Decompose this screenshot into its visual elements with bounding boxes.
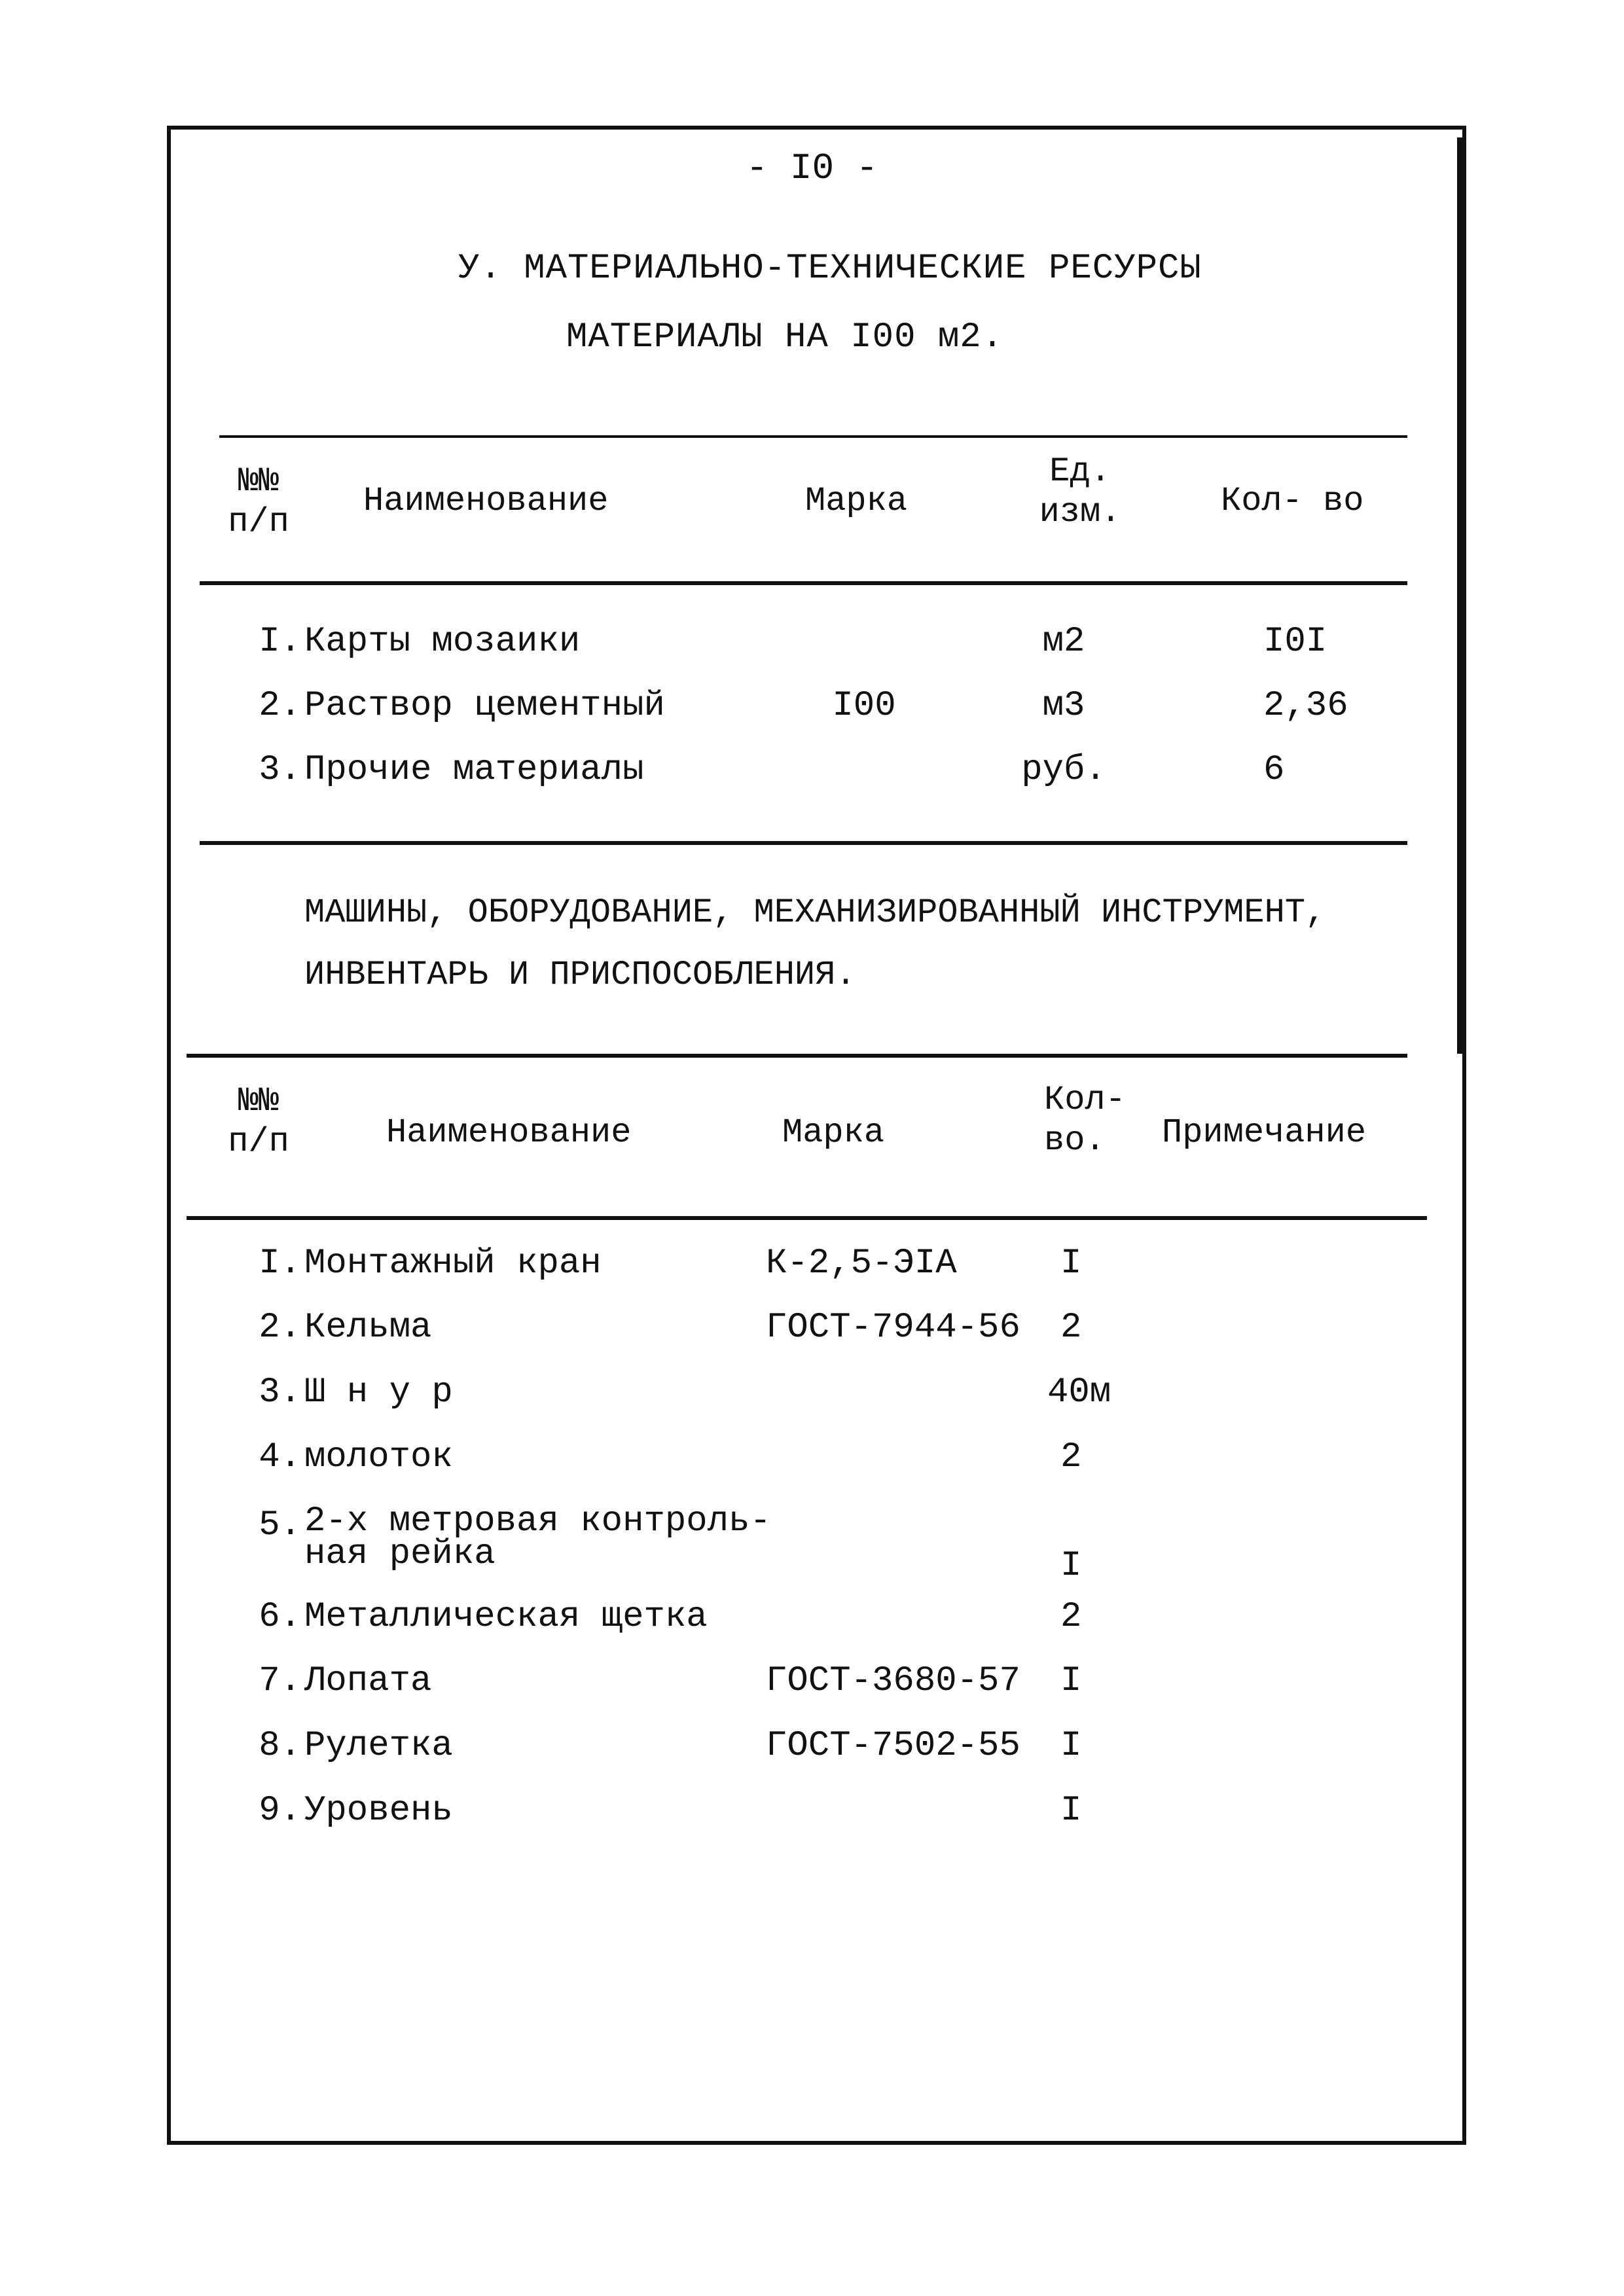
table-row-name: молоток — [304, 1437, 453, 1477]
machines-header-num-line2: п/п — [228, 1122, 289, 1161]
machines-heading-line1: МАШИНЫ, ОБОРУДОВАНИЕ, МЕХАНИЗИРОВАННЫЙ ИНСТРУМЕНТ, — [304, 893, 1326, 932]
table-row-qty: I0I — [1263, 622, 1327, 662]
table-row-name: Металлическая щетка — [304, 1597, 708, 1637]
materials-header-unit-line1: Ед. — [1049, 452, 1111, 491]
table-row-num: 2. — [259, 1308, 301, 1348]
table-row-mark: ГОСТ-7502-55 — [766, 1726, 1020, 1766]
table-row-qty: 40м — [1047, 1372, 1111, 1412]
table-row-mark: I00 — [832, 686, 896, 726]
table-row-name: Кельма — [304, 1308, 432, 1348]
materials-header-unit-line2: изм. — [1039, 493, 1121, 531]
table-row-num: I. — [259, 622, 301, 662]
materials-header-num-line1: №№ — [238, 462, 280, 501]
table-row-num: 5. — [259, 1505, 301, 1545]
table-row-name: Ш н у р — [304, 1372, 453, 1412]
table-row-qty: 2 — [1060, 1308, 1082, 1348]
frame-edge — [1457, 137, 1462, 1054]
table-row-num: 2. — [259, 686, 301, 726]
table-row-num: 8. — [259, 1726, 301, 1766]
materials-header-qty: Кол- во — [1221, 482, 1364, 520]
table-row-qty: 2,36 — [1263, 686, 1348, 726]
table-row-num: 6. — [259, 1597, 301, 1637]
machines-header-name: Наименование — [386, 1113, 632, 1152]
table-row-unit: м3 — [1042, 686, 1085, 726]
materials-header-num — [219, 461, 298, 543]
table-row-name: Рулетка — [304, 1726, 453, 1766]
materials-header-unit — [1021, 452, 1139, 533]
table-row-num: 3. — [259, 1372, 301, 1412]
materials-header-rule — [200, 581, 1407, 585]
table-row-name: Лопата — [304, 1661, 432, 1701]
machines-heading-line2: ИНВЕНТАРЬ И ПРИСПОСОБЛЕНИЯ. — [304, 956, 856, 994]
materials-bottom-rule — [200, 841, 1407, 845]
machines-header-qty-line1: Кол- — [1044, 1081, 1126, 1119]
table-row-mark: К-2,5-ЭIА — [766, 1244, 957, 1283]
table-row-name: Уровень — [304, 1791, 453, 1831]
table-row-name: Монтажный кран — [304, 1244, 602, 1283]
table-row-num: 3. — [259, 750, 301, 790]
table-row-name: Раствор цементный — [304, 686, 665, 726]
table-row-qty: I — [1060, 1546, 1082, 1586]
table-row-qty: 6 — [1263, 750, 1285, 790]
table-row-name: Прочие материалы — [304, 750, 644, 790]
table-row-num: 9. — [259, 1791, 301, 1831]
table-row-qty: 2 — [1060, 1437, 1082, 1477]
table-row-mark: ГОСТ-3680-57 — [766, 1661, 1020, 1701]
table-row-name-line2: ная рейка — [304, 1534, 496, 1574]
table-row-name-line1: 2-х метровая контроль- — [304, 1501, 771, 1541]
machines-header-rule — [187, 1216, 1427, 1220]
machines-header-num — [219, 1081, 298, 1162]
machines-header-mark: Марка — [782, 1113, 885, 1152]
table-row-num: 7. — [259, 1661, 301, 1701]
materials-header-name: Наименование — [363, 482, 609, 520]
table-row-name: Карты мозаики — [304, 622, 581, 662]
table-row-num: I. — [259, 1244, 301, 1283]
machines-header-num-line1: №№ — [238, 1082, 280, 1121]
machines-header-note: Примечание — [1162, 1113, 1367, 1152]
section-title: У. МАТЕРИАЛЬНО-ТЕХНИЧЕСКИЕ РЕСУРСЫ — [458, 249, 1202, 289]
materials-subtitle: МАТЕРИАЛЫ НА I00 м2. — [566, 317, 1004, 357]
machines-header-qty-line2: во. — [1044, 1121, 1106, 1160]
materials-top-rule — [219, 435, 1407, 438]
materials-header-mark: Марка — [805, 482, 908, 520]
table-row-qty: I — [1060, 1661, 1082, 1701]
table-row-unit: м2 — [1042, 622, 1085, 662]
table-row-mark: ГОСТ-7944-56 — [766, 1308, 1020, 1348]
table-row-qty: I — [1060, 1791, 1082, 1831]
materials-header-num-line2: п/п — [228, 503, 289, 541]
page-number: - I0 - — [746, 147, 878, 189]
table-row-unit: руб. — [1021, 750, 1106, 790]
table-row-qty: I — [1060, 1244, 1082, 1283]
machines-top-rule — [187, 1054, 1407, 1058]
machines-header-qty — [1044, 1080, 1126, 1161]
table-row-num: 4. — [259, 1437, 301, 1477]
table-row-qty: I — [1060, 1726, 1082, 1766]
table-row-name — [304, 1501, 771, 1574]
table-row-qty: 2 — [1060, 1597, 1082, 1637]
